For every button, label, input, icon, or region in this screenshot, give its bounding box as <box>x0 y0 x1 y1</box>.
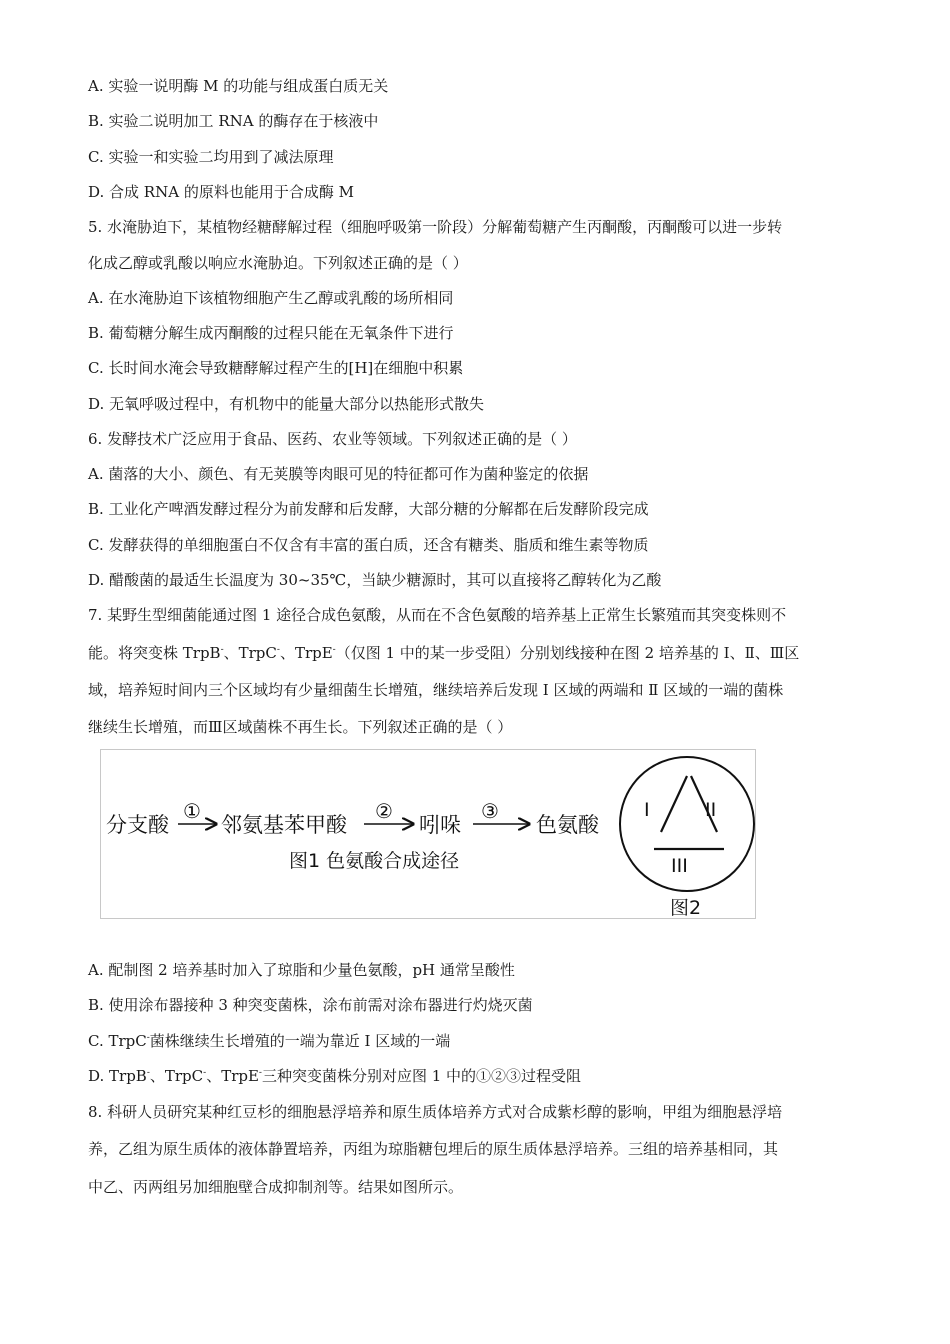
pathway-node-indole: 吲哚 <box>419 813 461 837</box>
q6-option-b: B. 工业化产啤酒发酵过程分为前发酵和后发酵，大部分糖的分解都在后发酵阶段完成 <box>88 500 649 518</box>
figure2-caption: 图2 <box>670 897 702 919</box>
q4-option-c: C. 实验一和实验二均用到了减法原理 <box>88 148 334 166</box>
pathway-step-2: ② <box>375 799 393 823</box>
q5-stem-line2: 化成乙醇或乳酸以响应水淹胁迫。下列叙述正确的是（ ） <box>88 254 468 272</box>
q5-option-a: A. 在水淹胁迫下该植物细胞产生乙醇或乳酸的场所相同 <box>88 289 454 307</box>
q7-stem-line3: 域，培养短时间内三个区域均有少量细菌生长增殖，继续培养后发现 Ⅰ 区域的两端和 Ⅱ 区域的一端的菌株 <box>88 681 784 699</box>
figure1-caption: 图1 色氨酸合成途径 <box>289 850 460 872</box>
q5-option-d: D. 无氧呼吸过程中，有机物中的能量大部分以热能形式散失 <box>88 395 485 413</box>
q7-option-a: A. 配制图 2 培养基时加入了琼脂和少量色氨酸，pH 通常呈酸性 <box>88 961 515 979</box>
q7-figure <box>100 749 756 919</box>
q6-option-a: A. 菌落的大小、颜色、有无荚膜等肉眼可见的特征都可作为菌种鉴定的依据 <box>88 465 589 483</box>
q7-option-d: D. TrpB-、TrpC-、TrpE-三种突变菌株分别对应图 1 中的①②③过程受阻 <box>88 1067 582 1085</box>
q7-stem-line2: 能。将突变株 TrpB-、TrpC-、TrpE-（仅图 1 中的某一步受阻）分别划线接种在图 2 培养基的 Ⅰ、Ⅱ、Ⅲ区 <box>88 644 800 662</box>
pathway-node-chorismate: 分支酸 <box>106 813 169 837</box>
q4-option-d: D. 合成 RNA 的原料也能用于合成酶 M <box>88 183 354 201</box>
q5-option-c: C. 长时间水淹会导致糖酵解过程产生的[H]在细胞中积累 <box>88 359 464 377</box>
q8-stem-line3: 中乙、丙两组另加细胞壁合成抑制剂等。结果如图所示。 <box>88 1178 464 1196</box>
region-label-ii: II <box>705 799 717 821</box>
q6-option-c: C. 发酵获得的单细胞蛋白不仅含有丰富的蛋白质，还含有糖类、脂质和维生素等物质 <box>88 536 649 554</box>
q8-stem-line2: 养，乙组为原生质体的液体静置培养，丙组为琼脂糖包埋后的原生质体悬浮培养。三组的培养基相同，其 <box>88 1140 779 1158</box>
q6-option-d: D. 醋酸菌的最适生长温度为 30~35℃，当缺少糖源时，其可以直接将乙醇转化为乙酸 <box>88 571 662 589</box>
q5-option-b: B. 葡萄糖分解生成丙酮酸的过程只能在无氧条件下进行 <box>88 324 454 342</box>
q5-stem-line1: 5. 水淹胁迫下，某植物经糖酵解过程（细胞呼吸第一阶段）分解葡萄糖产生丙酮酸，丙酮酸可以进一步转 <box>88 218 783 236</box>
pathway-node-tryptophan: 色氨酸 <box>536 813 599 837</box>
q4-option-a: A. 实验一说明酶 M 的功能与组成蛋白质无关 <box>88 77 389 95</box>
q6-stem: 6. 发酵技术广泛应用于食品、医药、农业等领域。下列叙述正确的是（ ） <box>88 430 577 448</box>
q4-option-b: B. 实验二说明加工 RNA 的酶存在于核液中 <box>88 112 379 130</box>
q7-option-c: C. TrpC-菌株继续生长增殖的一端为靠近 Ⅰ 区域的一端 <box>88 1032 451 1050</box>
region-label-iii: III <box>671 855 688 877</box>
pathway-node-anthranilate: 邻氨基苯甲酸 <box>221 813 347 837</box>
q7-stem-line4: 继续生长增殖，而Ⅲ区域菌株不再生长。下列叙述正确的是（ ） <box>88 718 513 736</box>
streak-region-i <box>661 776 687 832</box>
pathway-step-3: ③ <box>481 799 499 823</box>
region-label-i: I <box>644 799 650 821</box>
pathway-step-1: ① <box>183 799 201 823</box>
q7-option-b: B. 使用涂布器接种 3 种突变菌株，涂布前需对涂布器进行灼烧灭菌 <box>88 996 533 1014</box>
q8-stem-line1: 8. 科研人员研究某种红豆杉的细胞悬浮培养和原生质体培养方式对合成紫杉醇的影响，甲组为细胞悬浮培 <box>88 1103 783 1121</box>
q7-stem-line1: 7. 某野生型细菌能通过图 1 途径合成色氨酸，从而在不含色氨酸的培养基上正常生长繁殖而其突变株则不 <box>88 606 787 624</box>
